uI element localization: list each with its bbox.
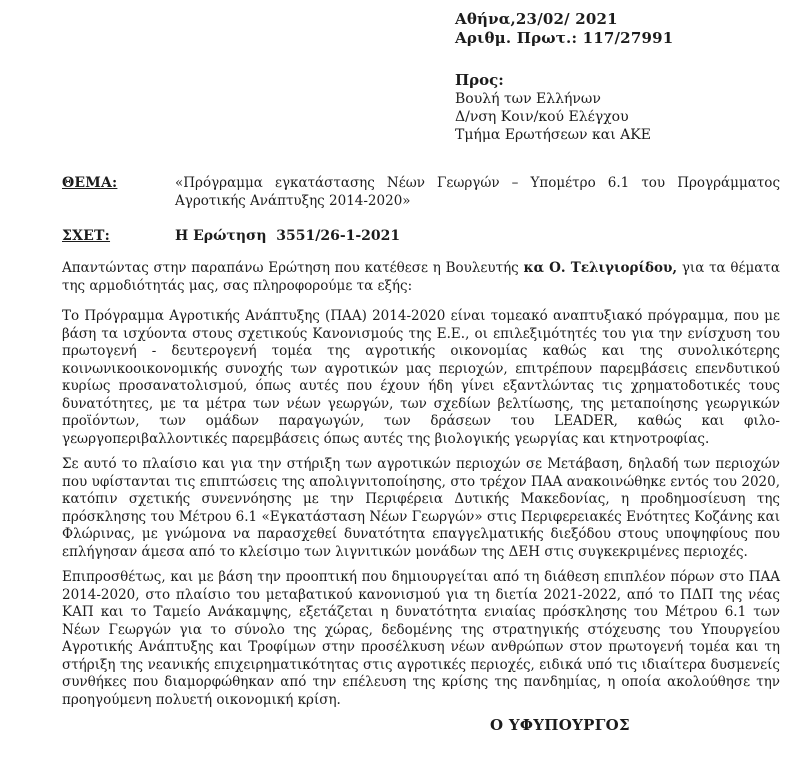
- recipient-line: Τμήμα Ερωτήσεων και ΑΚΕ: [455, 127, 651, 143]
- letter-date: Αθήνα,23/02/ 2021: [455, 10, 618, 28]
- letter-header: [455, 10, 803, 48]
- paragraph-programme: Το Πρόγραμμα Αγροτικής Ανάπτυξης (ΠΑΑ) 2014-2020 είναι τομεακό αναπτυξιακό πρόγραμμα, που με βάση τα ισχύοντα στους σχετικούς Κανονισμούς της Ε.Ε., οι επιλεξιμότητές του για την ενίσχυση του πρωτογενή - δευτερογενή τομέα της αγροτικής οικονομίας καθώς και της συνολικότερης κοινωνικοοικονομικής συνοχής των αγροτικών μας περιοχών, επιτρέπουν παρεμβάσεις επενδυτικού κυρίως προσανατολισμού, όπως αυτές που έχουν ήδη γίνει εξαντλώντας τις χρηματοδοτικές τους δυνατότητες, με τα μέτρα των νέων γεωργών, των σχεδίων βελτίωσης, της μεταποίησης γεωργικών προϊόντων, των ομάδων παραγωγών, των δράσεων του LEADER, καθώς και φιλο-γεωργοπεριβαλλοντικές παρεμβάσεις όπως αυτές της βιολογικής γεωργίας και κτηνοτροφίας.: [62, 308, 780, 447]
- recipient-label: Προς:: [455, 71, 504, 89]
- recipient-line: Δ/νση Κοιν/κού Ελέγχου: [455, 109, 629, 125]
- reference-text: Η Ερώτηση 3551/26-1-2021: [175, 228, 401, 244]
- signature-title: Ο ΥΦΥΠΟΥΡΓΟΣ: [490, 716, 630, 734]
- reference-row: [62, 227, 780, 245]
- protocol-number: Αριθμ. Πρωτ.: 117/27991: [455, 29, 674, 47]
- paragraph-transition-areas: Σε αυτό το πλαίσιο και για την στήριξη των αγροτικών περιοχών σε Μετάβαση, δηλαδή των περιοχών που υφίστανται τις επιπτώσεις της απολιγνιτοποίησης, στο τρέχον ΠΑΑ ανακοινώθηκε εντός του 2020, κατόπιν σχετικής συνεννόησης με την Περιφέρεια Δυτικής Μακεδονίας, η προδημοσίευση της πρόσκλησης του Μέτρου 6.1 «Εγκατάσταση Νέων Γεωργών» στις Περιφερειακές Ενότητες Κοζάνης και Φλώρινας, με γνώμονα να παρασχεθεί δυνατότητα επαγγελματικής διεξόδου στους υποψηφίους που επλήγησαν άμεσα από το κλείσιμο των λιγνιτικών μονάδων της ΔΕΗ στις συγκεκριμένες περιοχές.: [62, 456, 780, 560]
- paragraph-intro-post: για τα θέματα της αρμοδιότητάς μας, σας πληροφορούμε τα εξής:: [62, 260, 781, 294]
- subject-row: [62, 174, 780, 210]
- subject-text: «Πρόγραμμα εγκατάστασης Νέων Γεωργών – Υπομέτρο 6.1 του Προγράμματος Αγροτικής Ανάπτυξης 2014-2020»: [175, 175, 780, 209]
- recipient-block: [455, 71, 803, 144]
- paragraph-additional-funds: Επιπροσθέτως, και με βάση την προοπτική που δημιουργείται από τη διάθεση επιπλέον πόρων στο ΠΑΑ 2014-2020, στο πλαίσιο του μεταβατικού κανονισμού για τη διετία 2021-2022, από το ΠΔΠ της νέας ΚΑΠ και το Ταμείο Ανάκαμψης, εξετάζεται η δυνατότητα ενιαίας πρόσκλησης του Μέτρου 6.1 των Νέων Γεωργών για το σύνολο της χώρας, δεδομένης της στρατηγικής στόχευσης του Υπουργείου Αγροτικής Ανάπτυξης και Τροφίμων στην προσέλκυση νέων ανθρώπων στον πρωτογενή τομέα και τη στήριξη της νεανικής επιχειρηματικότητας στις αγροτικές περιοχές, ειδικά υπό τις ιδιαίτερα δυσμενείς συνθήκες που διαμορφώθηκαν από την επέλευση της κρίσης της πανδημίας, η οποία ακολούθησε την προηγούμενη πολυετή οικονομική κρίση.: [62, 569, 780, 708]
- reference-label: ΣΧΕΤ:: [62, 228, 111, 244]
- paragraph-intro: [62, 260, 780, 295]
- recipient-line: Βουλή των Ελλήνων: [455, 91, 601, 107]
- subject-label: ΘΕΜΑ:: [62, 175, 118, 191]
- mp-name: κα Ο. Τελιγιορίδου,: [523, 260, 678, 276]
- paragraph-intro-pre: Απαντώντας στην παραπάνω Ερώτηση που κατέθεσε η Βουλευτής: [62, 260, 524, 276]
